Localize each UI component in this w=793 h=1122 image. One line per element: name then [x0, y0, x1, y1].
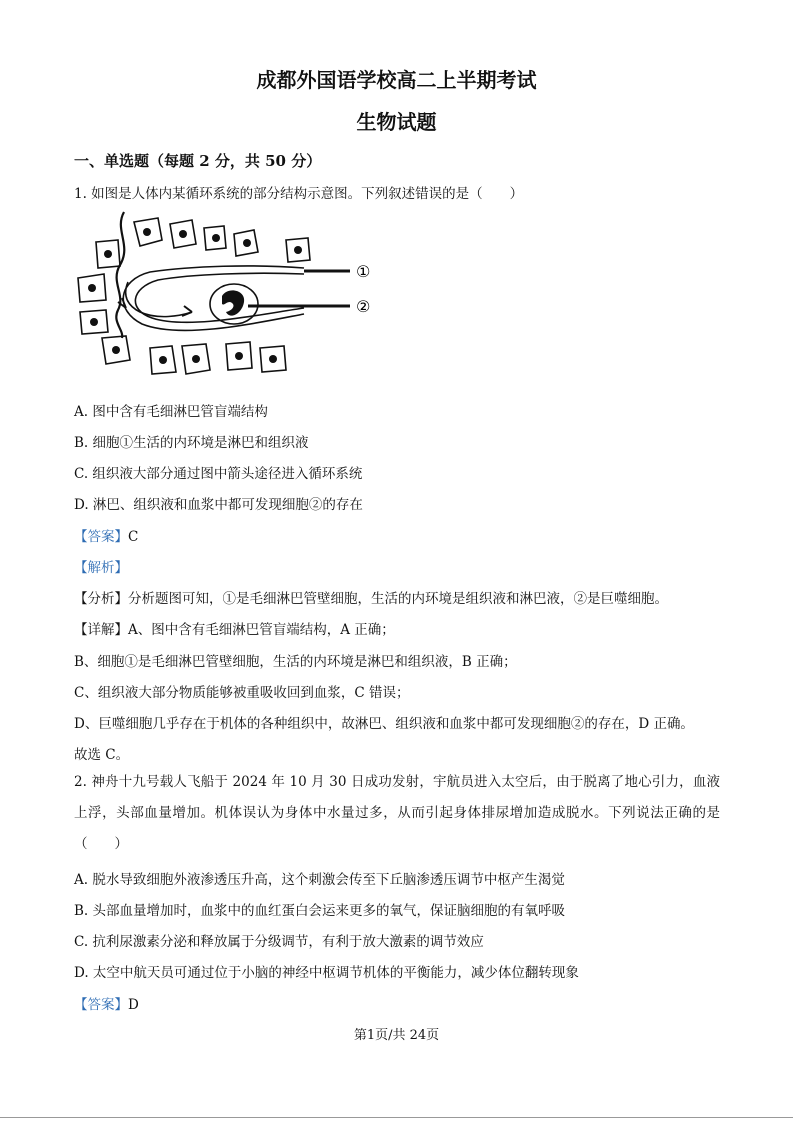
answer-tag: 【答案】: [74, 997, 128, 1013]
xiangjie-tag: 【详解】: [74, 622, 128, 638]
q1-option-d: D. 淋巴、组织液和血浆中都可发现细胞②的存在: [74, 497, 363, 513]
answer-tag: 【答案】: [74, 529, 128, 545]
tissue-boundary: [116, 212, 124, 338]
q1-answer: [74, 525, 138, 545]
section-heading: 一、单选题（每题 2 分，共 50 分）: [74, 152, 322, 170]
q2-option-d: D. 太空中航天员可通过位于小脑的神经中枢调节机体的平衡能力，减少体位翻转现象: [74, 965, 579, 981]
q1-option-b: B. 细胞①生活的内环境是淋巴和组织液: [74, 435, 309, 451]
q1-conclusion: 故选 C。: [74, 747, 130, 763]
answer-value: C: [128, 529, 139, 545]
q1-option-c: C. 组织液大部分通过图中箭头途径进入循环系统: [74, 466, 363, 482]
exam-subtitle: 生物试题: [356, 110, 437, 134]
macrophage-nucleus: [222, 290, 244, 315]
capillary-wall: [135, 273, 304, 322]
question-1-stem: 1. 如图是人体内某循环系统的部分结构示意图。下列叙述错误的是（ ）: [74, 186, 524, 202]
xiangjie-text: A、图中含有毛细淋巴管盲端结构，A 正确；: [128, 622, 395, 638]
q1-detail-b: B、细胞①是毛细淋巴管壁细胞，生活的内环境是淋巴和组织液，B 正确；: [74, 654, 517, 670]
q1-option-a: A. 图中含有毛细淋巴管盲端结构: [74, 404, 268, 420]
flow-arrow-head: [182, 306, 192, 316]
figure-label-1: ①: [356, 262, 371, 281]
q1-xiangjie: [74, 618, 395, 638]
figure-label-2: ②: [356, 297, 371, 316]
q2-option-b: B. 头部血量增加时，血浆中的血红蛋白会运来更多的氧气，保证脑细胞的有氧呼吸: [74, 903, 566, 919]
q2-option-a: A. 脱水导致细胞外液渗透压升高，这个刺激会传至下丘脑渗透压调节中枢产生渴觉: [74, 872, 565, 888]
q1-detail-c: C、组织液大部分物质能够被重吸收回到血浆，C 错误；: [74, 685, 410, 701]
q2-option-c: C. 抗利尿激素分泌和释放属于分级调节，有利于放大激素的调节效应: [74, 934, 484, 950]
lymph-capillary-figure: [72, 210, 382, 385]
page-bottom-rule: [0, 1117, 793, 1118]
fenxi-tag: 【分析】: [74, 591, 128, 607]
analysis-tag: 【解析】: [74, 560, 128, 576]
page-number: 第1页/共 24页: [353, 1028, 440, 1043]
question-2-stem: 2. 神舟十九号载人飞船于 2024 年 10 月 30 日成功发射，宇航员进入太空后，由于脱离了地心引力，血液上浮，头部血量增加。机体误认为身体中水量过多，从而引起身体排尿增加造成脱水。下列说法正确的是（ ）: [74, 774, 720, 852]
q1-fenxi: [74, 587, 668, 607]
q1-detail-d: D、巨噬细胞几乎存在于机体的各种组织中，故淋巴、组织液和血浆中都可发现细胞②的存在，D 正确。: [74, 716, 694, 732]
fenxi-text: 分析题图可知，①是毛细淋巴管壁细胞，生活的内环境是组织液和淋巴液，②是巨噬细胞。: [128, 591, 668, 607]
q2-answer: [74, 993, 139, 1013]
exam-title: 成都外国语学校高二上半期考试: [256, 68, 537, 92]
answer-value: D: [128, 997, 139, 1013]
